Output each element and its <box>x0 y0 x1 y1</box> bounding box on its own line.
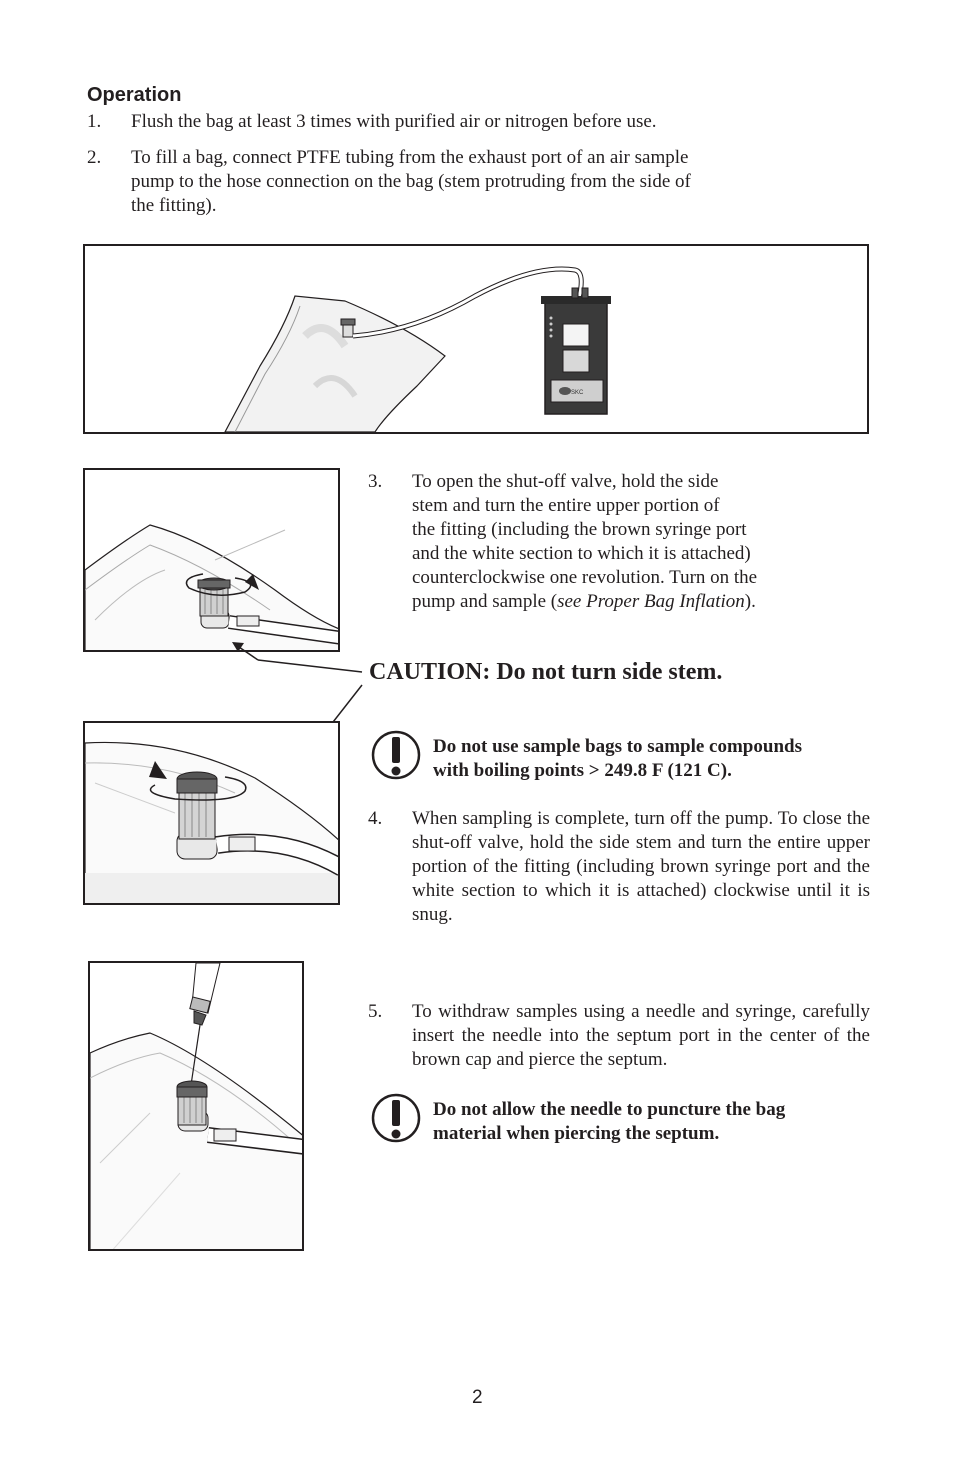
step-line: counterclockwise one revolution. Turn on the <box>412 567 758 588</box>
step-5 <box>368 1000 870 1075</box>
close-valve-illustration <box>83 721 340 905</box>
step-line: To open the shut-off valve, hold the side <box>412 471 719 492</box>
step-line: the fitting (including the brown syringe port <box>412 519 747 540</box>
syringe-illustration <box>88 961 304 1251</box>
step-text-fragment: ). <box>744 591 756 612</box>
step-text: When sampling is complete, turn off the pump. To close the shut-off valve, hold the side stem and turn the entire upper portion of the fitting (including brown syringe port and the white section to which it is attached) clockwise until it is snug. <box>412 808 870 925</box>
step-4 <box>368 807 870 955</box>
pump-brand-label: SKC <box>571 390 584 396</box>
step-number: 2. <box>87 147 102 168</box>
exclamation-icon <box>370 1092 422 1144</box>
warning-boiling-points <box>433 735 802 783</box>
step-line: and the white section to which it is attached) <box>412 543 751 564</box>
step-text-fragment: pump and sample ( <box>412 591 558 612</box>
section-heading: Operation <box>87 84 182 106</box>
step-number: 1. <box>87 111 102 132</box>
step-line: the fitting). <box>131 195 217 216</box>
step-text: To withdraw samples using a needle and syringe, carefully insert the needle into the septum port in the center of the brown cap and pierce the septum. <box>412 1001 870 1070</box>
warning-line: material when piercing the septum. <box>433 1123 720 1144</box>
cross-reference: see Proper Bag Inflation <box>557 591 745 612</box>
step-number: 5. <box>368 1001 383 1022</box>
exclamation-icon <box>370 729 422 781</box>
step-line: stem and turn the entire upper portion of <box>412 495 720 516</box>
page-number: 2 <box>472 1387 483 1408</box>
step-line: To fill a bag, connect PTFE tubing from the exhaust port of an air sample <box>131 147 689 168</box>
step-number: 3. <box>368 471 383 492</box>
warning-line: with boiling points > 249.8 F (121 C). <box>433 760 732 781</box>
caution-statement: CAUTION: Do not turn side stem. <box>369 659 723 685</box>
warning-line: Do not allow the needle to puncture the bag <box>433 1099 786 1120</box>
step-line: pump to the hose connection on the bag (stem protruding from the side of <box>131 171 691 192</box>
warning-line: Do not use sample bags to sample compounds <box>433 736 802 757</box>
step-text: Flush the bag at least 3 times with purified air or nitrogen before use. <box>131 111 657 132</box>
step-number: 4. <box>368 808 383 829</box>
warning-needle-puncture <box>433 1098 785 1146</box>
